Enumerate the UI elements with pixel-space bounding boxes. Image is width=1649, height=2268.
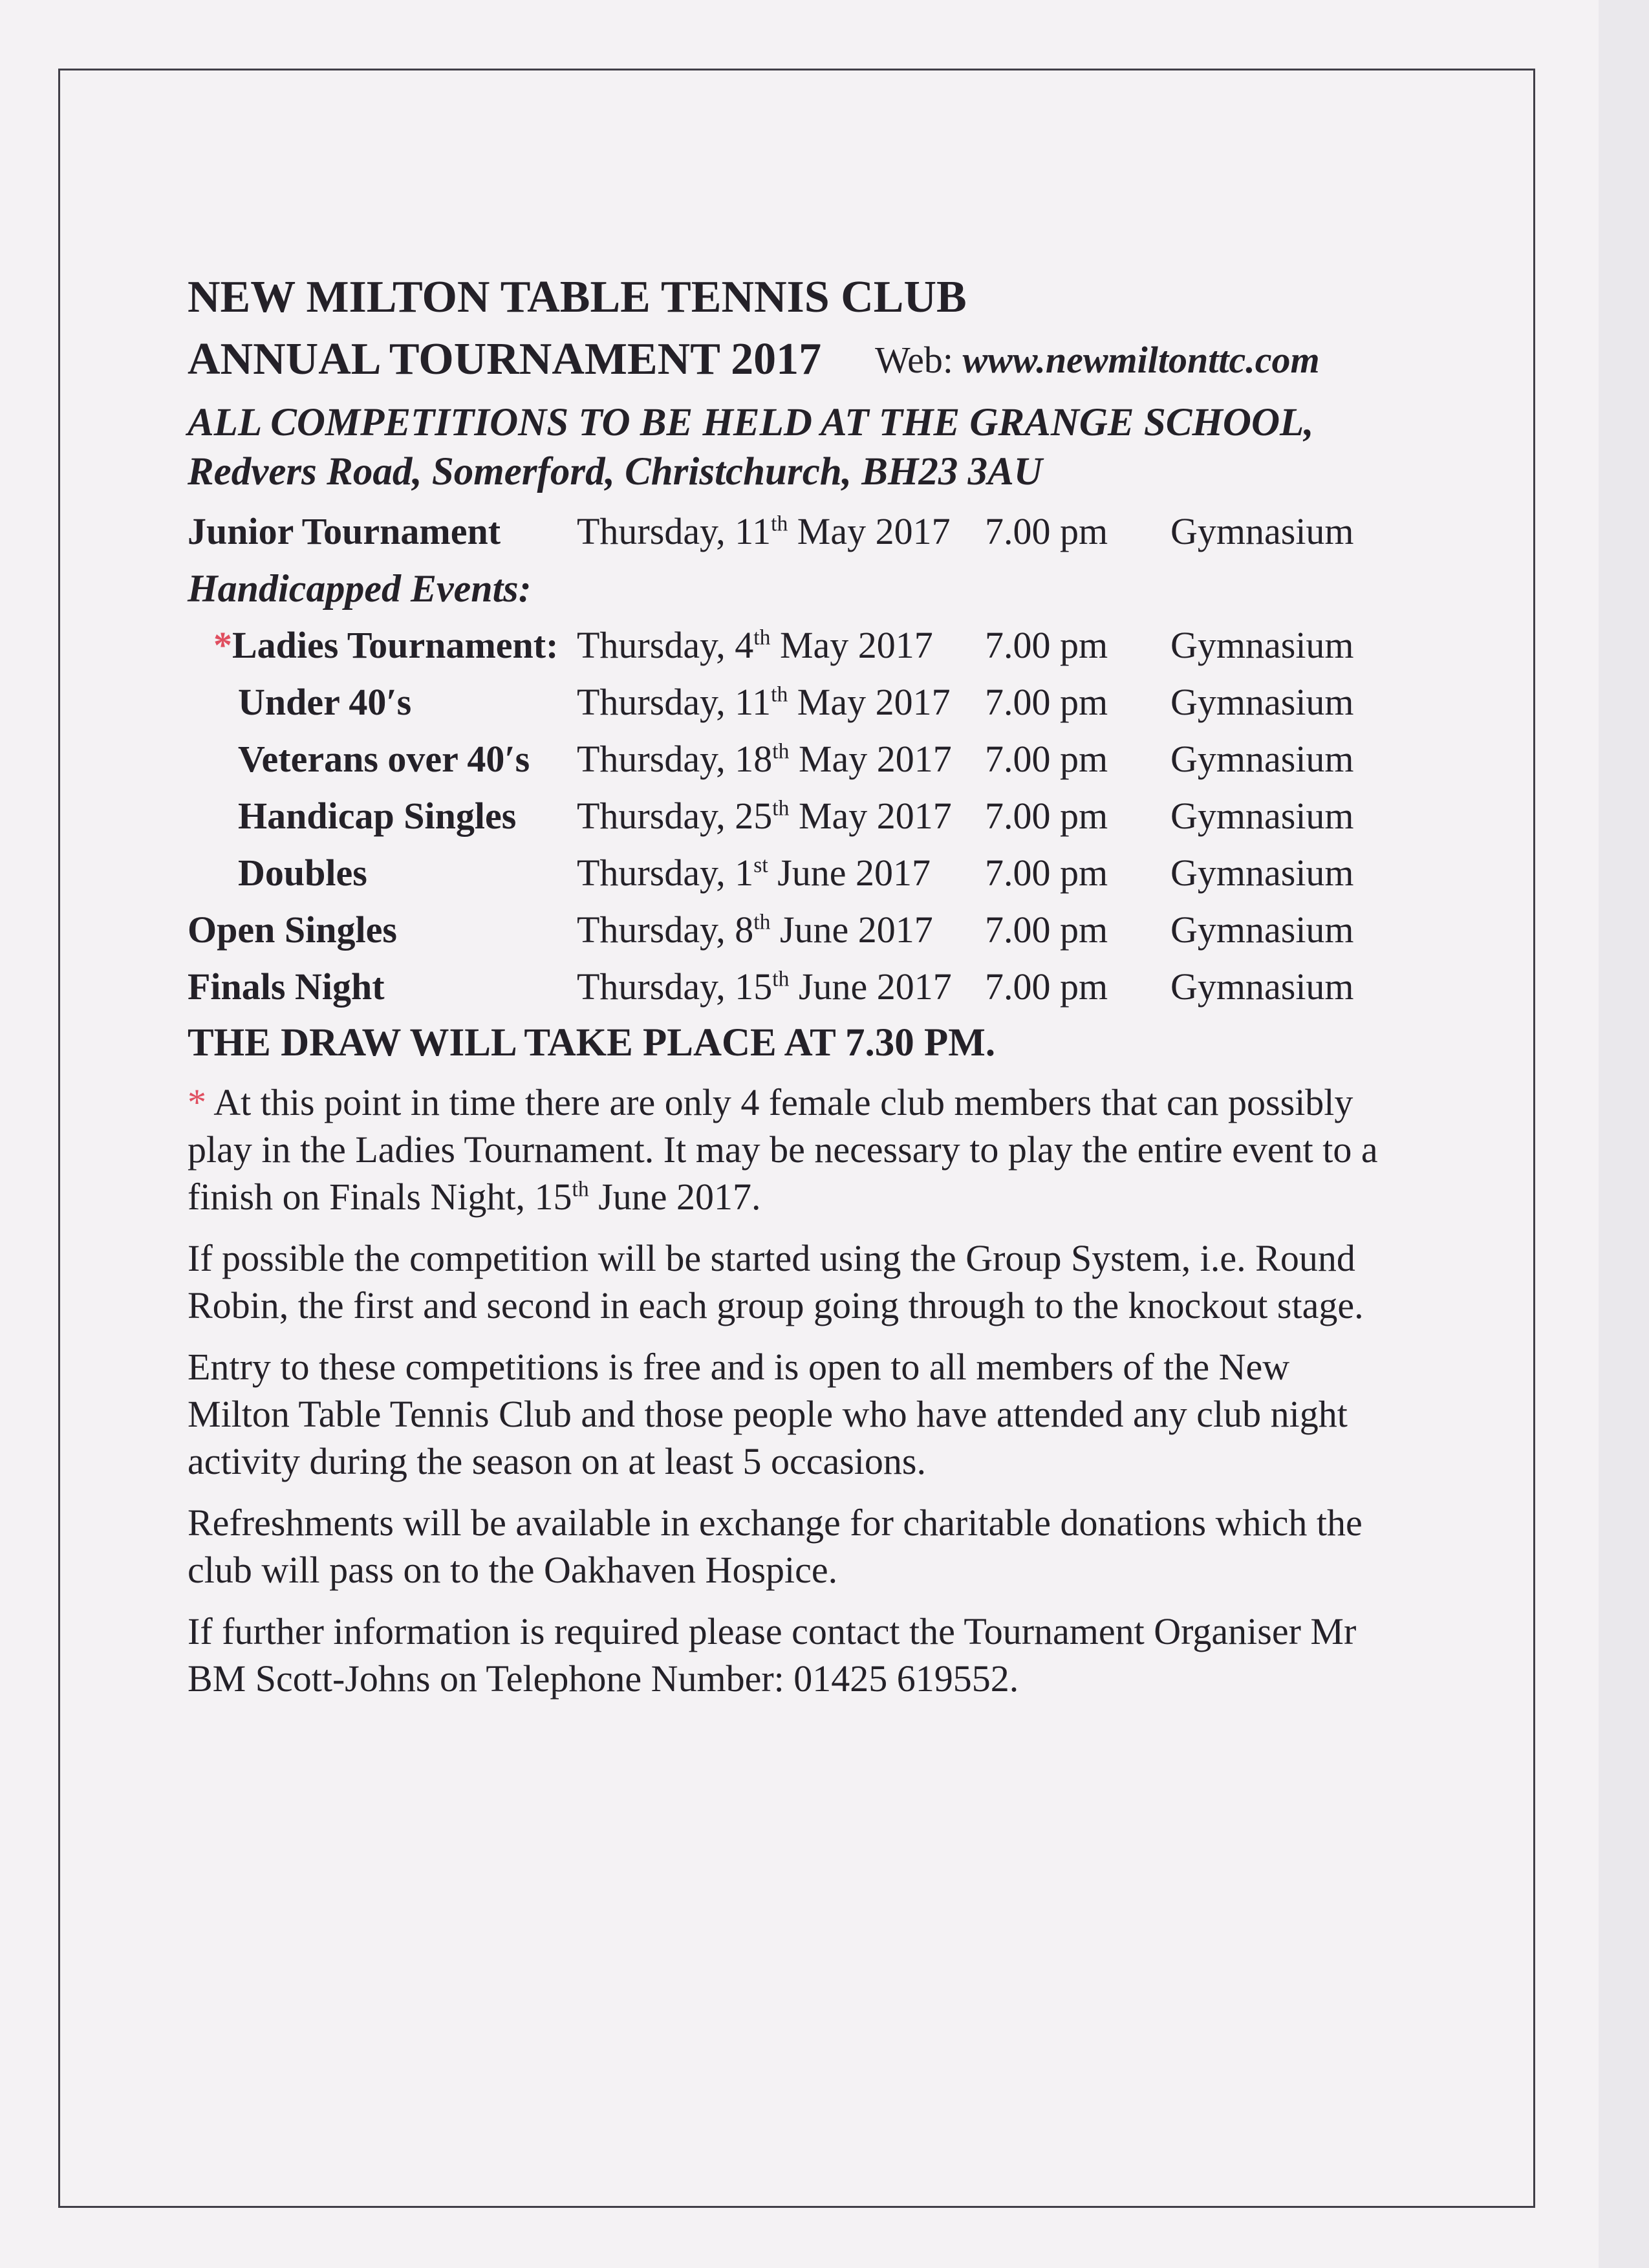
date-text: May 2017 — [789, 738, 952, 780]
schedule-row — [188, 617, 1398, 674]
schedule-row — [188, 958, 1398, 1015]
date-text: May 2017 — [789, 795, 952, 837]
event-name: Finals Night — [188, 966, 385, 1008]
schedule-row — [188, 503, 1398, 560]
event-time-cell: 7.00 pm — [985, 624, 1108, 666]
draw-notice: THE DRAW WILL TAKE PLACE AT 7.30 PM. — [188, 1021, 996, 1064]
event-name-cell — [238, 845, 367, 902]
event-venue-cell: Gymnasium — [1170, 852, 1354, 894]
date-text: Thursday, 1 — [577, 852, 754, 894]
date-text: May 2017 — [788, 510, 951, 552]
notes-section — [188, 1079, 1398, 1702]
date-text: Thursday, 11 — [577, 510, 771, 552]
group-system-note — [188, 1235, 1398, 1329]
event-venue-cell: Gymnasium — [1170, 624, 1354, 666]
event-name-cell — [238, 788, 516, 845]
entry-note — [188, 1343, 1398, 1485]
schedule-row — [188, 845, 1398, 902]
ordinal-suffix: th — [772, 739, 790, 764]
event-name-cell — [238, 674, 411, 731]
date-text: June 2017 — [789, 966, 952, 1008]
contact-note — [188, 1608, 1398, 1702]
ladies-note — [188, 1079, 1398, 1220]
date-text: Thursday, 8 — [577, 909, 754, 951]
event-time-cell: 7.00 pm — [985, 966, 1108, 1008]
event-date-cell — [577, 902, 933, 958]
tournament-title-row — [188, 334, 1398, 388]
schedule-row — [188, 731, 1398, 788]
schedule-table — [188, 503, 1398, 1015]
paragraph-text: Refreshments will be available in exchange for charitable donations which the club will pass on to the Oakhaven Hospice. — [188, 1502, 1363, 1591]
event-time-cell: 7.00 pm — [985, 909, 1108, 951]
event-time-cell: 7.00 pm — [985, 510, 1108, 552]
website-line — [875, 338, 1320, 382]
event-name: Junior Tournament — [188, 510, 501, 552]
ordinal-suffix: st — [753, 853, 768, 878]
website-label: Web: — [875, 339, 953, 381]
date-text: June 2017 — [770, 909, 933, 951]
event-time-cell: 7.00 pm — [985, 681, 1108, 723]
event-time-cell: 7.00 pm — [985, 852, 1108, 894]
schedule-row — [188, 674, 1398, 731]
date-text: June 2017 — [768, 852, 931, 894]
ordinal-suffix: th — [772, 967, 790, 991]
event-name-cell — [238, 731, 530, 788]
paragraph-text: At this point in time there are only 4 female club members that can possibly play in the Ladies Tournament. It may be necessary to play the entire event to a finish on Finals Night, 15 — [188, 1081, 1378, 1218]
event-venue-cell: Gymnasium — [1170, 510, 1354, 552]
refreshments-note — [188, 1499, 1398, 1593]
event-venue-cell: Gymnasium — [1170, 738, 1354, 780]
event-name: Ladies Tournament: — [232, 624, 559, 666]
event-venue-cell: Gymnasium — [1170, 681, 1354, 723]
date-text: May 2017 — [770, 624, 933, 666]
schedule-subheading — [188, 560, 1398, 617]
red-asterisk: * — [188, 1081, 206, 1123]
event-name: Open Singles — [188, 909, 397, 951]
flyer-content — [188, 272, 1398, 1716]
ordinal-suffix: th — [572, 1177, 589, 1202]
event-date-cell — [577, 674, 951, 731]
date-text: Thursday, 15 — [577, 966, 773, 1008]
date-text: Thursday, 18 — [577, 738, 773, 780]
paragraph-text: June 2017. — [588, 1176, 761, 1218]
event-name: Doubles — [238, 852, 367, 894]
event-time-cell: 7.00 pm — [985, 738, 1108, 780]
schedule-row — [188, 902, 1398, 958]
ordinal-suffix: th — [753, 910, 771, 934]
event-name-cell — [213, 617, 558, 674]
event-time-cell: 7.00 pm — [985, 795, 1108, 837]
event-date-cell — [577, 845, 931, 902]
ordinal-suffix: th — [771, 682, 788, 707]
paragraph-text: If possible the competition will be started using the Group System, i.e. Round Robin, the first and second in each group going through to the knockout stage. — [188, 1237, 1364, 1326]
event-name-cell — [188, 958, 385, 1015]
ordinal-suffix: th — [771, 512, 788, 536]
red-asterisk: * — [213, 624, 232, 666]
event-venue-cell: Gymnasium — [1170, 795, 1354, 837]
event-venue-cell: Gymnasium — [1170, 966, 1354, 1008]
date-text: May 2017 — [788, 681, 951, 723]
ordinal-suffix: th — [772, 796, 790, 821]
date-text: Thursday, 11 — [577, 681, 771, 723]
event-venue-cell: Gymnasium — [1170, 909, 1354, 951]
date-text: Thursday, 25 — [577, 795, 773, 837]
event-date-cell — [577, 788, 952, 845]
scan-edge-shadow — [1599, 0, 1649, 2268]
website-url: www.newmiltonttc.com — [962, 339, 1320, 381]
event-date-cell — [577, 958, 952, 1015]
paragraph-text: If further information is required please contact the Tournament Organiser Mr BM Scott-Johns on Telephone Number: 01425 619552. — [188, 1610, 1357, 1700]
event-name: Under 40′s — [238, 681, 412, 723]
subheading-label: Handicapped Events: — [188, 567, 532, 610]
paragraph-text: Entry to these competitions is free and is open to all members of the New Milton Table Tennis Club and those people who have attended any club night activity during the season on at least 5 occasions. — [188, 1346, 1348, 1482]
venue-notice: ALL COMPETITIONS TO BE HELD AT THE GRANGE SCHOOL, Redvers Road, Somerford, Christchurch, BH23 3AU — [188, 401, 1314, 493]
club-title: NEW MILTON TABLE TENNIS CLUB — [188, 272, 967, 322]
event-name: Veterans over 40′s — [238, 738, 530, 780]
event-name-cell — [188, 902, 397, 958]
date-text: Thursday, 4 — [577, 624, 754, 666]
tournament-title: ANNUAL TOURNAMENT 2017 — [188, 334, 822, 384]
event-name: Handicap Singles — [238, 795, 517, 837]
ordinal-suffix: th — [753, 625, 771, 650]
event-date-cell — [577, 617, 933, 674]
event-date-cell — [577, 731, 952, 788]
event-date-cell — [577, 503, 951, 560]
schedule-row — [188, 788, 1398, 845]
event-name-cell — [188, 503, 501, 560]
